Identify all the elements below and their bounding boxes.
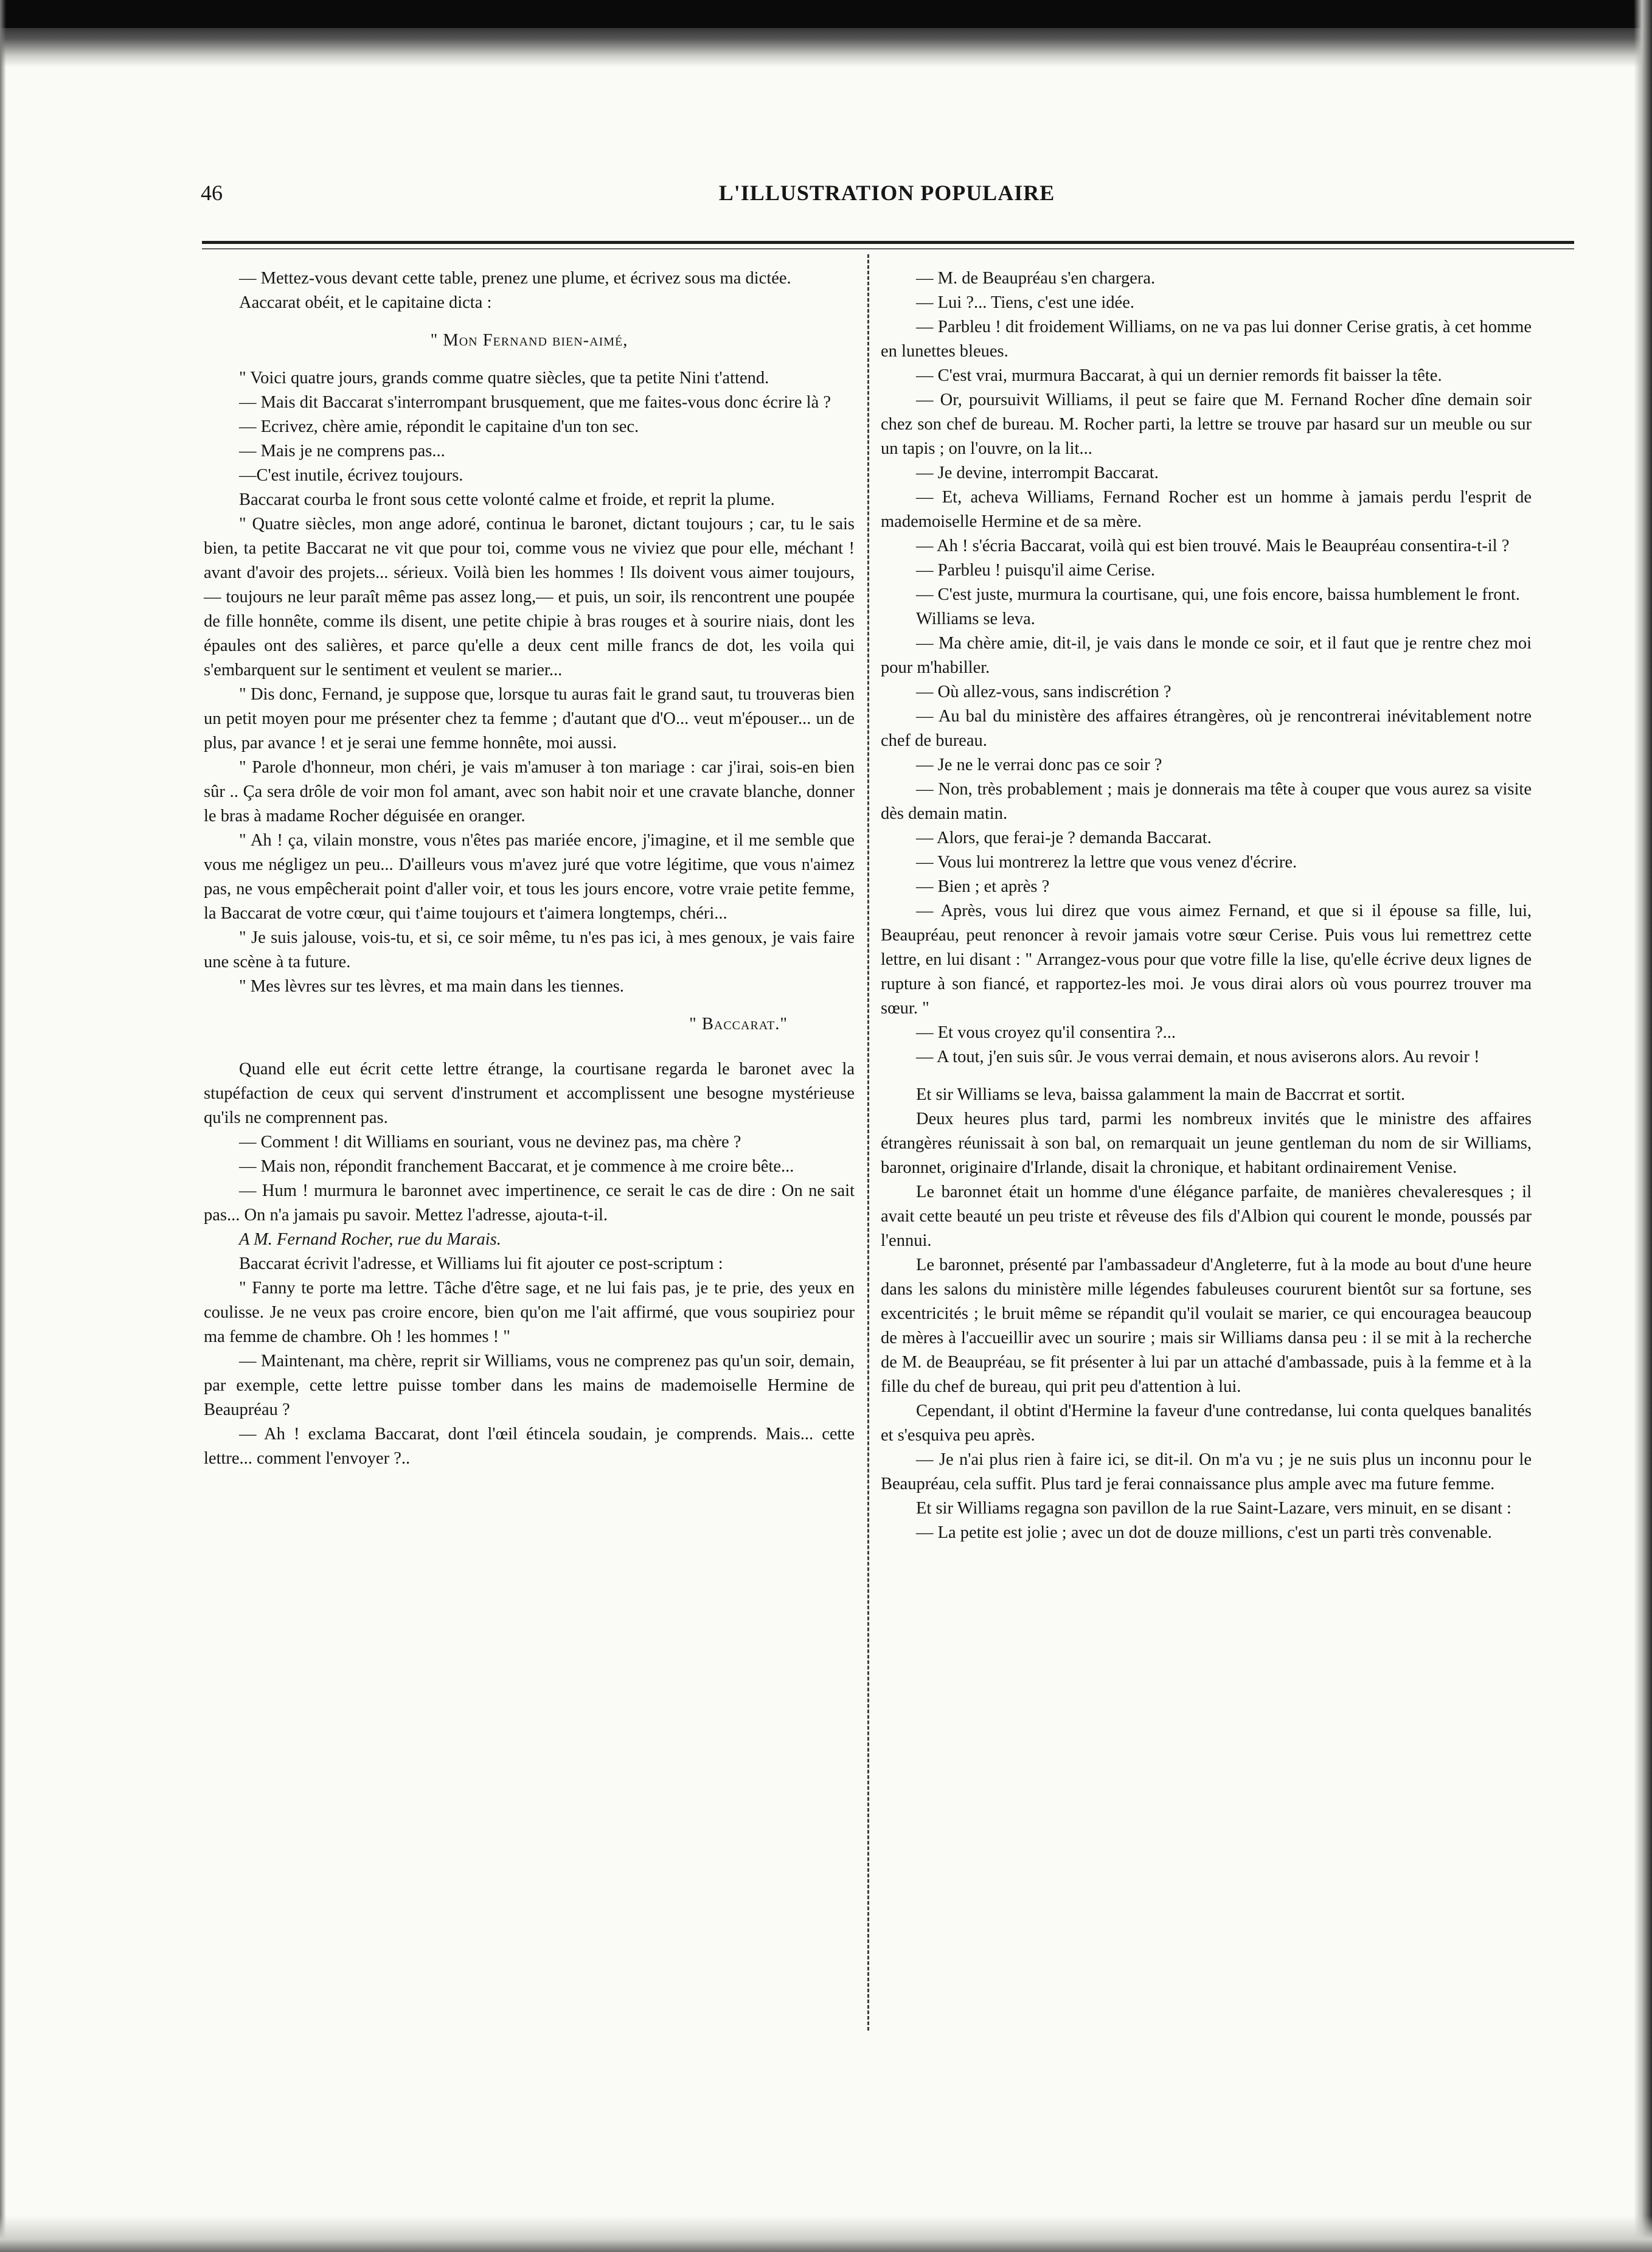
scan-edge-right — [1634, 0, 1652, 2252]
paragraph: — Hum ! murmura le baronnet avec impertinence, ce serait le cas de dire : On ne sait pas... On n'a jamais pu savoir. Mettez l'adresse, ajouta-t-il. — [204, 1181, 855, 1225]
paragraph: — Mais non, répondit franchement Baccarat, et je commence à me croire bête... — [239, 1157, 794, 1176]
paragraph: — Ecrivez, chère amie, répondit le capitaine d'un ton sec. — [239, 417, 639, 436]
paragraph: Baccarat écrivit l'adresse, et Williams lui fit ajouter ce post-scriptum : — [239, 1254, 723, 1273]
paragraph: — Ma chère amie, dit-il, je vais dans le monde ce soir, et il faut que je rentre chez moi pour m'habiller. — [881, 634, 1532, 677]
paragraph: " Fanny te porte ma lettre. Tâche d'être sage, et ne lui fais pas, je te prie, des yeux en coulisse. Je ne veux pas croire encore, bien qu'on me l'ait affirmé, que vous soupiriez pour ma femme de chambre. Oh ! les hommes ! " — [204, 1279, 855, 1346]
paragraph: — Parbleu ! dit froidement Williams, on ne va pas lui donner Cerise gratis, à cet homme en lunettes bleues. — [881, 318, 1532, 361]
scan-edge-left — [0, 0, 6, 2252]
paragraph: " Ah ! ça, vilain monstre, vous n'êtes pas mariée encore, j'imagine, et il me semble que vous me négligez un peu... D'ailleurs vous m'avez juré que votre légitime, que vous n'aimez pas, ne vous empêcherait point d'aller voir, et tous les jours encore, votre vraie petite femme, la Baccarat de votre cœur, qui t'aime toujours et t'aimera longtemps, chéri... — [204, 831, 855, 923]
paragraph: — Comment ! dit Williams en souriant, vous ne devinez pas, ma chère ? — [239, 1133, 741, 1152]
paragraph: — Après, vous lui direz que vous aimez Fernand, et que si il épouse sa fille, lui, Beaupréau, peut renoncer à revoir jamais votre sœur Cerise. Puis vous lui remettrez cette lettre, en lui disant : " Arrangez-vous pour que votre fille la lise, qu'elle écrive deux lignes de rupture à son fiancé, et rapportez-les moi. Je vous dirai alors où vous pourrez trouver ma sœur. " — [881, 902, 1532, 1018]
paragraph: " Dis donc, Fernand, je suppose que, lorsque tu auras fait le grand saut, tu trouveras bien un petit moyen pour me présenter chez ta femme ; d'autant que d'O... veut m'épouser... un de plus, par avance ! et je serai une femme honnête, moi aussi. — [204, 685, 855, 752]
paragraph: Aaccarat obéit, et le capitaine dicta : — [239, 293, 492, 312]
paragraph: — Mettez-vous devant cette table, prenez une plume, et écrivez sous ma dictée. — [239, 269, 791, 288]
column-divider — [867, 254, 869, 2031]
paragraph: — Où allez-vous, sans indiscrétion ? — [916, 683, 1171, 701]
paragraph: — Parbleu ! puisqu'il aime Cerise. — [916, 561, 1155, 580]
paragraph: — Et vous croyez qu'il consentira ?... — [916, 1023, 1176, 1042]
paragraph: — Lui ?... Tiens, c'est une idée. — [916, 293, 1134, 312]
paragraph: " Baccarat." — [689, 1015, 788, 1034]
paragraph: — Ah ! s'écria Baccarat, voilà qui est bien trouvé. Mais le Beaupréau consentira-t-il ? — [916, 537, 1510, 555]
paragraph: — Non, très probablement ; mais je donnerais ma tête à couper que vous aurez sa visite dès demain matin. — [881, 780, 1532, 823]
paragraph: — La petite est jolie ; avec un dot de douze millions, c'est un parti très convenable. — [916, 1523, 1492, 1542]
paragraph: — C'est vrai, murmura Baccarat, à qui un dernier remords fit baisser la tête. — [916, 366, 1442, 385]
paragraph: " Parole d'honneur, mon chéri, je vais m'amuser à ton mariage : car j'irai, sois-en bien sûr .. Ça sera drôle de voir mon fol amant, avec son habit noir et une cravate blanche, donner le bras à madame Rocher déguisée en oranger. — [204, 758, 855, 825]
paragraph: — Je devine, interrompit Baccarat. — [916, 464, 1159, 482]
paragraph: Et sir Williams regagna son pavillon de la rue Saint-Lazare, vers minuit, en se disant : — [916, 1499, 1511, 1518]
paragraph: Et sir Williams se leva, baissa galamment la main de Baccrrat et sortit. — [916, 1085, 1405, 1104]
paragraph: — A tout, j'en suis sûr. Je vous verrai demain, et nous aviserons alors. Au revoir ! — [916, 1048, 1480, 1066]
paragraph: — Mais dit Baccarat s'interrompant brusquement, que me faites-vous donc écrire là ? — [239, 393, 831, 412]
paragraph: Quand elle eut écrit cette lettre étrange, la courtisane regarda le baronet avec la stupéfaction de ceux qui servent d'instrument et accomplissent une besogne mystérieuse qu'ils ne comprennent pas. — [204, 1060, 855, 1127]
running-title: L'ILLUSTRATION POPULAIRE — [718, 181, 1055, 205]
paragraph: — Ah ! exclama Baccarat, dont l'œil étincela soudain, je comprends. Mais... cette lettre... comment l'envoyer ?.. — [204, 1425, 855, 1468]
paragraph: " Je suis jalouse, vois-tu, et si, ce soir même, tu n'es pas ici, à mes genoux, je vais faire une scène à ta future. — [204, 928, 855, 971]
paragraph: " Mon Fernand bien-aimé, — [430, 331, 628, 350]
scan-edge-bottom — [0, 2216, 1652, 2252]
paragraph: — Maintenant, ma chère, reprit sir Williams, vous ne comprenez pas qu'un soir, demain, par exemple, cette lettre puisse tomber dans les mains de mademoiselle Hermine de Beaupréau ? — [204, 1352, 855, 1419]
paragraph: — M. de Beaupréau s'en chargera. — [916, 269, 1156, 288]
page-header — [201, 180, 1573, 212]
left-text-column — [204, 266, 855, 1471]
paragraph: " Quatre siècles, mon ange adoré, continua le baronet, dictant toujours ; car, tu le sais bien, ta petite Baccarat ne vit que pour toi, comme vous ne viviez que pour elle, méchant ! avant d'avoir des projets... sérieux. Voilà bien les hommes ! Ils doivent vous aimer toujours,— toujours ne leur paraît même pas assez long,— et puis, un soir, ils rencontrent une poupée de fille honnête, comme ils disent, une petite chipie à bras rouges et à sourire niais, dont les épaules ont des salières, et parce qu'elle a deux cent mille francs de dot, les voila qui s'embarquent sur le sentiment et veulent se marier... — [204, 515, 855, 679]
paragraph: " Mes lèvres sur tes lèvres, et ma main dans les tiennes. — [239, 977, 624, 996]
paragraph: — C'est juste, murmura la courtisane, qui, une fois encore, baissa humblement le front. — [916, 585, 1520, 604]
paragraph: Cependant, il obtint d'Hermine la faveur d'une contredanse, lui conta quelques banalités et s'esquiva peu après. — [881, 1402, 1532, 1445]
page-number: 46 — [201, 181, 223, 205]
paragraph: — Je ne le verrai donc pas ce soir ? — [916, 756, 1162, 774]
scan-edge-top-shadow — [0, 0, 1652, 28]
paragraph: Williams se leva. — [916, 610, 1035, 628]
paragraph: Le baronnet était un homme d'une élégance parfaite, de manières chevaleresques ; il avait cette beauté un peu triste et rêveuse des fils d'Albion qui courent le monde, poussés par l'ennui. — [881, 1183, 1532, 1250]
paragraph: A M. Fernand Rocher, rue du Marais. — [239, 1230, 501, 1249]
paragraph: — Bien ; et après ? — [916, 877, 1050, 896]
paragraph: Baccarat courba le front sous cette volonté calme et froide, et reprit la plume. — [239, 490, 775, 509]
paragraph: Le baronnet, présenté par l'ambassadeur d'Angleterre, fut à la mode au bout d'une heure dans les salons du ministère mille légendes fabuleuses coururent bientôt sur sa fortune, ses excentricités ; le bruit même se répandit qu'il voulait se marier, ce qui encouragea beaucoup de mères à l'accueillir avec un sourire ; mais sir Williams dansa peu : il se mit à la recherche de M. de Beaupréau, se fit présenter à lui par un attaché d'ambassade, puis à la femme et à la fille du chef de bureau, qui prit peu d'attention à lui. — [881, 1256, 1532, 1396]
header-rule-secondary — [202, 248, 1574, 249]
paragraph: —C'est inutile, écrivez toujours. — [239, 466, 463, 485]
paragraph: — Or, poursuivit Williams, il peut se faire que M. Fernand Rocher dîne demain soir chez son chef de bureau. M. Rocher parti, la lettre se trouve par hasard sur un meuble ou sur un tapis ; on l'ouvre, on la lit... — [881, 391, 1532, 458]
paragraph: Deux heures plus tard, parmi les nombreux invités que le ministre des affaires étrangères réunissait à son bal, on remarquait un jeune gentleman du nom de sir Williams, baronnet, originaire d'Irlande, disait la chronique, et habitant ordinairement Venise. — [881, 1110, 1532, 1177]
paragraph: " Voici quatre jours, grands comme quatre siècles, que ta petite Nini t'attend. — [239, 369, 769, 387]
paragraph: — Au bal du ministère des affaires étrangères, où je rencontrerai inévitablement notre chef de bureau. — [881, 707, 1532, 750]
right-text-column — [881, 266, 1532, 1545]
paragraph: — Alors, que ferai-je ? demanda Baccarat. — [916, 829, 1212, 847]
paragraph: — Vous lui montrerez la lettre que vous venez d'écrire. — [916, 853, 1297, 872]
paragraph: — Mais je ne comprens pas... — [239, 442, 445, 460]
paragraph: — Et, acheva Williams, Fernand Rocher est un homme à jamais perdu l'esprit de mademoiselle Hermine et de sa mère. — [881, 488, 1532, 531]
header-rule — [202, 241, 1574, 244]
paragraph: — Je n'ai plus rien à faire ici, se dit-il. On m'a vu ; je ne suis plus un inconnu pour le Beaupréau, cela suffit. Plus tard je ferai connaissance plus ample avec ma future femme. — [881, 1450, 1532, 1493]
